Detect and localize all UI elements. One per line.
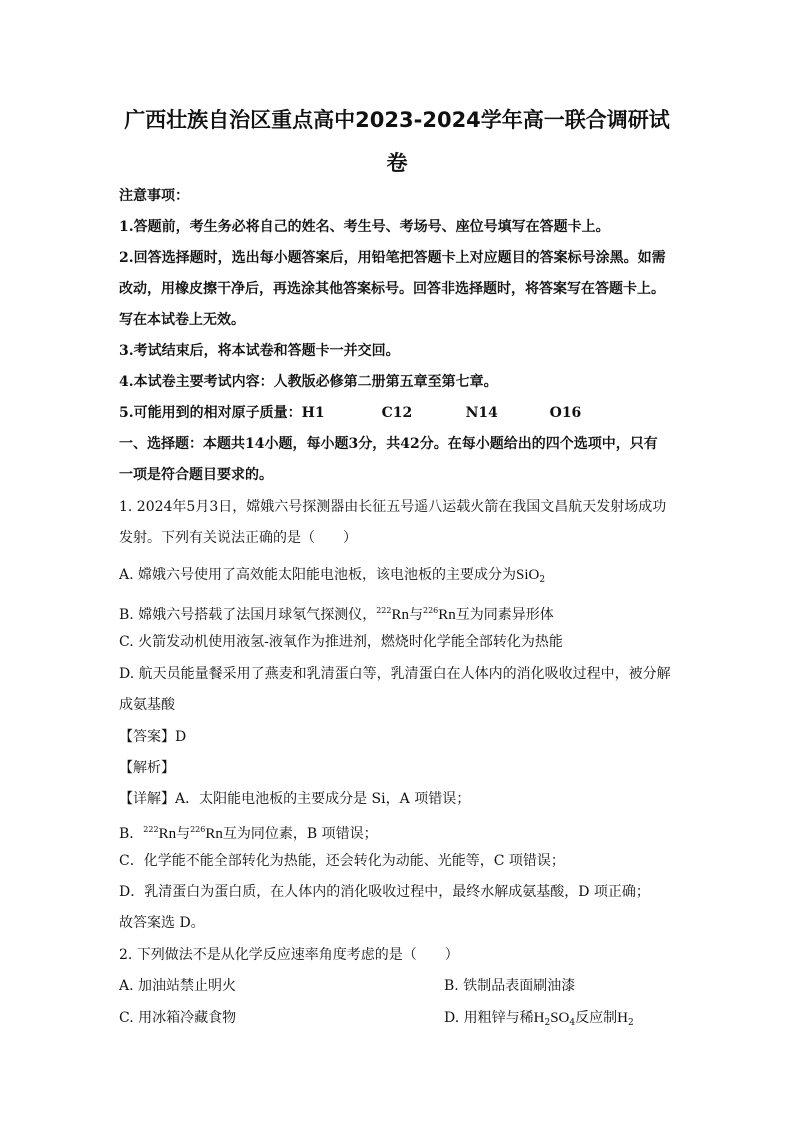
atom-mass-n: N14 (465, 405, 498, 421)
q2-option-b: B. 铁制品表面刷油漆 (444, 978, 576, 994)
note-1: 1.答题前，考生务必将自己的姓名、考生号、考场号、座位号填写在答题卡上。 (119, 219, 610, 235)
q1-option-b-mid: 与 (408, 607, 423, 623)
q1-option-b-rn2: Rn (438, 607, 456, 623)
q1-option-d-b: 成氨基酸 (119, 697, 175, 713)
q1-option-b-rn1: Rn (391, 607, 409, 623)
q2-option-d-f2: SO (550, 1010, 570, 1026)
note-4: 4.本试卷主要考试内容：人教版必修第二册第五章至第七章。 (119, 374, 498, 390)
note-2a: 2.回答选择题时，选出每小题答案后，用铅笔把答题卡上对应题目的答案标号涂黑。如需 (119, 250, 666, 266)
section1-heading-a: 一、选择题：本题共14小题，每小题3分，共42分。在每小题给出的四个选项中，只有 (119, 436, 658, 452)
q2-option-a: A. 加油站禁止明火 (119, 978, 237, 994)
q1-option-c: C. 火箭发动机使用液氢-液氧作为推进剂，燃烧时化学能全部转化为热能 (119, 634, 563, 650)
note-3: 3.考试结束后，将本试卷和答题卡一并交回。 (119, 343, 400, 359)
q1-answer: 【答案】D (119, 729, 187, 745)
atom-mass-h: H1 (301, 405, 325, 421)
q2-option-d-f1: H (533, 1010, 545, 1026)
page-title-line1: 广西壮族自治区重点高中2023-2024学年高一联合调研试 (124, 108, 670, 132)
atom-mass-c: C12 (381, 405, 413, 421)
q1-detail-b-mass2: 226 (190, 825, 206, 834)
q1-detail-b-rn2: Rn (205, 826, 223, 842)
q1-stem-a: 1. 2024年5月3日，嫦娥六号探测器由长征五号遥八运载火箭在我国文昌航天发射场成功 (119, 499, 667, 515)
q1-detail-b-pre: B． (119, 826, 144, 842)
q2-option-d-s1: 2 (544, 1018, 551, 1028)
q1-option-b-post: 互为同素异形体 (455, 607, 554, 623)
q1-option-a-formula: SiO (516, 567, 540, 583)
notes-heading: 注意事项： (119, 188, 189, 204)
q2-option-c: C. 用冰箱冷藏食物 (119, 1010, 237, 1026)
q1-option-d-a: D. 航天员能量餐采用了燕麦和乳清蛋白等，乳清蛋白在人体内的消化吸收过程中，被分解 (119, 666, 671, 682)
note-2c: 写在本试卷上无效。 (119, 312, 245, 328)
note-5-label: 5.可能用到的相对原子质量： (119, 405, 302, 421)
q1-detail-b-mass1: 222 (143, 825, 159, 834)
q1-conclusion: 故答案选 D。 (119, 915, 205, 931)
q2-option-d-mid: 反应制 (575, 1010, 618, 1026)
note-2b: 改动，用橡皮擦干净后，再选涂其他答案标号。回答非选择题时，将答案写在答题卡上。 (119, 281, 665, 297)
q1-stem-b: 发射。下列有关说法正确的是（ ） (119, 530, 357, 546)
q1-detail-b-rn1: Rn (158, 826, 177, 842)
q1-analysis: 【解析】 (119, 760, 175, 776)
q2-option-d-s2: 4 (569, 1018, 576, 1028)
q2-option-d-s3: 2 (627, 1018, 634, 1028)
section1-heading-b: 一项是符合题目要求的。 (119, 467, 273, 483)
q1-detail-b-post: 互为同位素，B 项错误； (222, 826, 378, 842)
q1-option-b-mass2: 226 (422, 606, 439, 615)
q1-detail-b (119, 820, 378, 844)
q2-option-d-pre: D. 用粗锌与稀 (444, 1010, 534, 1026)
q1-detail-d: D．乳清蛋白为蛋白质，在人体内的消化吸收过程中，最终水解成氨基酸，D 项正确； (119, 884, 650, 900)
q2-option-d-f3: H (617, 1010, 628, 1026)
q1-option-a-subscript: 2 (539, 575, 546, 585)
q1-option-a-text: A. 嫦娥六号使用了高效能太阳能电池板，该电池板的主要成分为 (119, 567, 517, 583)
atom-mass-o: O16 (549, 405, 582, 421)
q2-option-d (444, 1008, 634, 1033)
q1-detail-a: 【详解】A．太阳能电池板的主要成分是 Si，A 项错误； (119, 791, 471, 807)
q1-detail-b-mid: 与 (176, 826, 191, 842)
q1-option-b (119, 601, 554, 625)
q1-detail-c: C．化学能不能全部转化为热能，还会转化为动能、光能等，C 项错误； (119, 853, 565, 869)
page-title-line2: 卷 (386, 151, 408, 175)
q1-option-a (119, 565, 545, 590)
q1-option-b-mass1: 222 (376, 606, 392, 615)
q2-stem: 2. 下列做法不是从化学反应速率角度考虑的是（ ） (119, 947, 459, 963)
q1-option-b-pre: B. 嫦娥六号搭载了法国月球氡气探测仪， (119, 607, 377, 623)
note-5 (119, 403, 581, 423)
